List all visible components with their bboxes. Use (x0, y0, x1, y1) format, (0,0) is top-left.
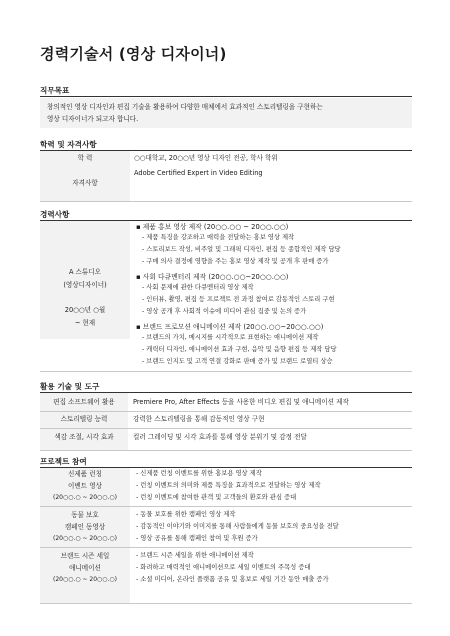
table-divider (40, 506, 412, 507)
career-block-item: - 브랜드의 가치, 메시지를 시각적으로 표현하는 애니메이션 제작 (142, 334, 319, 341)
table-divider (40, 201, 412, 202)
career-block-item: - 구매 의사 결정에 영향을 주는 홍보 영상 제작 및 공개 후 판매 증가 (142, 258, 329, 265)
section-title-education: 학력 및 자격사항 (40, 140, 97, 149)
career-block-item: - 제품 특징을 강조하고 매력을 전달하는 홍보 영상 제작 (142, 234, 295, 241)
project-name: 신제품 런칭 (68, 470, 102, 478)
certification-value: Adobe Certified Expert in Video Editing (134, 169, 263, 177)
page-title: 경력기술서 (영상 디자이너) (40, 45, 227, 63)
education-value: ○○대학교, 20○○년 영상 디자인 전공, 학사 학위 (134, 154, 278, 162)
career-block-heading: ▪ 브랜드 프로모션 애니메이션 제작 (20○○.○○~20○○.○○) (136, 323, 324, 331)
table-divider (40, 411, 412, 412)
project-item: - 런칭 이벤트의 의미와 제품 특징을 효과적으로 전달하는 영상 제작 (136, 482, 321, 489)
section-title-objective: 직무목표 (40, 86, 70, 95)
section-title-projects: 프로젝트 참여 (40, 457, 87, 466)
career-block-heading: ▪ 제품 홍보 영상 제작 (20○○.○○ ~ 20○○.○○) (136, 223, 289, 231)
project-period: (20○○.○ ~ 20○○.○) (52, 494, 118, 501)
project-name: 이벤트 영상 (68, 482, 102, 490)
project-item: - 신제품 런칭 이벤트를 위한 홍보용 영상 제작 (136, 470, 262, 477)
skill-label: 편집 소프트웨어 활용 (53, 398, 115, 406)
career-block-item: - 캐릭터 디자인, 애니메이션 효과 구현, 음악 및 음향 편집 등 제작 담당 (142, 346, 337, 353)
skill-value: Premiere Pro, After Effects 등을 사용한 비디오 편집 및 애니메이션 제작 (133, 398, 349, 406)
career-block-item: - 브랜드 인지도 및 고객 연결 강화로 판매 증가 및 브랜드 로열티 상승 (142, 358, 333, 365)
project-period: (20○○.○ ~ 20○○.○) (52, 576, 118, 583)
project-period: (20○○.○ ~ 20○○.○) (52, 535, 118, 542)
project-name: 캠페인 동영상 (64, 523, 106, 531)
project-item: - 런칭 이벤트에 참여한 관객 및 고객들의 환호와 관심 증대 (136, 494, 297, 501)
certification-label: 자격사항 (72, 179, 98, 187)
career-department: (영상디자이너) (63, 281, 107, 289)
project-name: 동물 보호 (71, 511, 99, 519)
table-divider (40, 450, 412, 451)
career-block-item: - 스토리보드 작성, 비주얼 및 그래픽 디자인, 편집 등 종합적인 제작 담당 (142, 246, 341, 253)
career-block-item: - 영상 공개 후 사회적 이슈에 미디어 관심 집중 및 논의 증가 (142, 308, 307, 315)
table-divider (40, 371, 412, 372)
project-item: - 감동적인 이야기와 이미지를 통해 사람들에게 동물 보호의 중요성을 전달 (136, 523, 339, 530)
objective-text-line2: 영상 디자이너가 되고자 합니다. (47, 115, 139, 123)
project-name: 애니메이션 (69, 564, 101, 572)
skill-label: 스토리텔링 능력 (60, 415, 108, 423)
section-title-skills: 활용 기술 및 도구 (40, 382, 100, 391)
career-block-item: - 사회 문제에 관한 다큐멘터리 영상 제작 (142, 284, 254, 291)
project-item: - 동물 보호를 위한 캠페인 영상 제작 (136, 511, 236, 518)
career-company: A 스튜디오 (68, 268, 102, 276)
table-divider (40, 428, 412, 429)
table-divider (40, 603, 412, 604)
career-block-heading: ▪ 사회 다큐멘터리 제작 (20○○.○○~20○○.○○) (136, 273, 289, 281)
project-item: - 영상 공유를 통해 캠페인 참여 및 후원 증가 (136, 535, 258, 542)
project-name: 브랜드 시즌 세일 (60, 552, 110, 560)
career-period-start: 20○○년 ○월 (64, 306, 106, 314)
career-block-item: - 인터뷰, 촬영, 편집 등 프로젝트 전 과정 참여로 감동적인 스토리 구현 (142, 296, 335, 303)
objective-text-line1: 창의적인 영상 디자인과 편집 기술을 활용하여 다양한 매체에서 효과적인 스토리텔링을 구현하는 (47, 103, 323, 111)
project-item: - 화려하고 매력적인 애니메이션으로 세일 이벤트의 주목성 증대 (136, 564, 311, 571)
education-label: 학 력 (77, 154, 93, 162)
section-title-career: 경력사항 (40, 210, 70, 219)
table-divider (40, 547, 412, 548)
objective-box (40, 98, 412, 128)
skill-label: 색감 조절, 시각 효과 (54, 433, 114, 441)
career-period-end: ~ 현재 (74, 319, 96, 327)
skill-value: 컬러 그레이딩 및 시각 효과를 통해 영상 분위기 및 감정 전달 (133, 433, 307, 441)
project-item: - 소셜 미디어, 온라인 플랫폼 공유 및 홍보로 세일 기간 동안 매출 증가 (136, 576, 329, 583)
project-item: - 브랜드 시즌 세일을 위한 애니메이션 제작 (136, 552, 254, 559)
skill-value: 강력한 스토리텔링을 통해 감동적인 영상 구현 (133, 415, 265, 423)
section-divider (40, 96, 412, 97)
